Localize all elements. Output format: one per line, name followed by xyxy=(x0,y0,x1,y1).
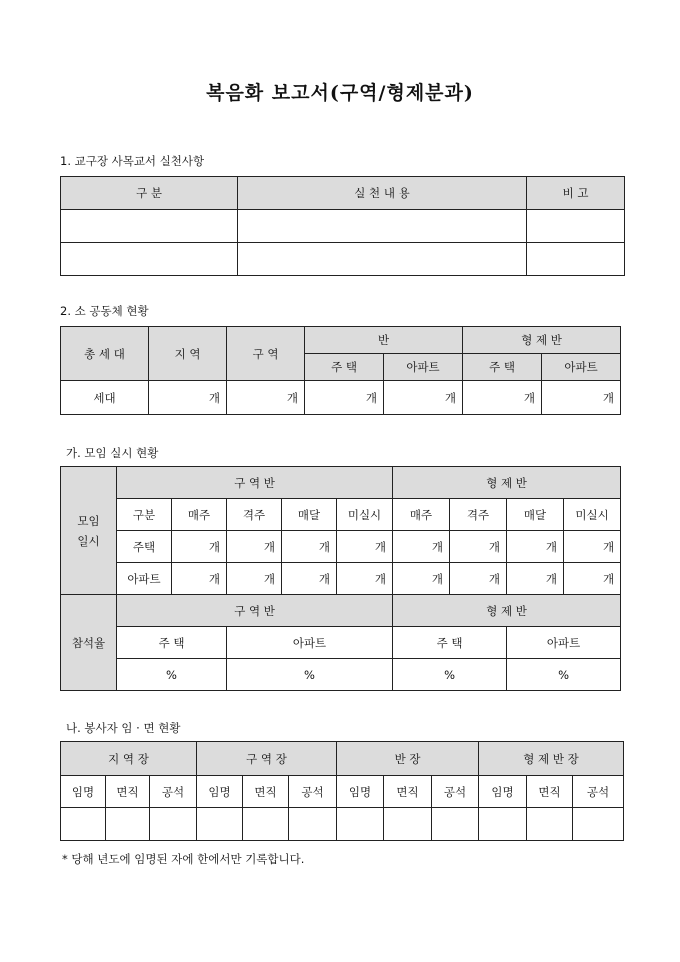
brother-house-count: 개 xyxy=(463,381,542,415)
value-cell[interactable] xyxy=(479,808,527,841)
count-cell: 개 xyxy=(172,563,227,595)
col-appointed: 임명 xyxy=(61,776,106,808)
count-cell: 개 xyxy=(450,531,507,563)
community-table xyxy=(60,326,621,415)
row-house: 주택 xyxy=(117,531,172,563)
remarks-cell[interactable] xyxy=(527,243,625,276)
value-cell[interactable] xyxy=(106,808,150,841)
count-cell: 개 xyxy=(564,531,621,563)
header-district-leader: 구 역 장 xyxy=(197,742,337,776)
col-monthly: 매달 xyxy=(507,499,564,531)
practice-table xyxy=(60,176,625,276)
col-biweekly: 격주 xyxy=(227,499,282,531)
header-content: 실 천 내 용 xyxy=(238,177,527,210)
count-cell: 개 xyxy=(227,531,282,563)
value-cell[interactable] xyxy=(337,808,384,841)
col-not-held: 미실시 xyxy=(564,499,621,531)
value-cell[interactable] xyxy=(243,808,289,841)
header-brother-ban: 형 제 반 xyxy=(463,327,621,354)
section1-heading: 1. 교구장 사목교서 실천사항 xyxy=(60,154,205,168)
meeting-label: 모임 일시 xyxy=(61,467,117,595)
value-cell[interactable] xyxy=(384,808,432,841)
page-title: 복음화 보고서(구역/형제분과) xyxy=(206,82,474,104)
value-cell[interactable] xyxy=(61,808,106,841)
col-vacant: 공석 xyxy=(150,776,197,808)
header-brother-ban-leader: 형 제 반 장 xyxy=(479,742,624,776)
count-cell: 개 xyxy=(337,531,393,563)
count-cell: 개 xyxy=(337,563,393,595)
content-cell[interactable] xyxy=(238,243,527,276)
section3-heading: 가. 모임 실시 현황 xyxy=(66,446,159,460)
header-region-leader: 지 역 장 xyxy=(61,742,197,776)
header-ban: 반 xyxy=(305,327,463,354)
col-biweekly: 격주 xyxy=(450,499,507,531)
percent-cell: % xyxy=(117,659,227,691)
count-cell: 개 xyxy=(564,563,621,595)
col-monthly: 매달 xyxy=(282,499,337,531)
header-region: 지 역 xyxy=(149,327,227,381)
volunteer-table xyxy=(60,741,624,841)
col-dismissed: 면직 xyxy=(384,776,432,808)
header-district-ban: 구 역 반 xyxy=(117,467,393,499)
header-households: 총 세 대 xyxy=(61,327,149,381)
header-district: 구 역 xyxy=(227,327,305,381)
count-cell: 개 xyxy=(282,531,337,563)
category-cell[interactable] xyxy=(61,243,238,276)
count-cell: 개 xyxy=(507,563,564,595)
col-appointed: 임명 xyxy=(479,776,527,808)
col-vacant: 공석 xyxy=(289,776,337,808)
ban-apt-count: 개 xyxy=(384,381,463,415)
attendance-apt: 아파트 xyxy=(227,627,393,659)
category-cell[interactable] xyxy=(61,210,238,243)
footnote: * 당해 년도에 임명된 자에 한에서만 기록합니다. xyxy=(62,852,305,866)
attendance-apt: 아파트 xyxy=(507,627,621,659)
brother-apt-count: 개 xyxy=(542,381,621,415)
header-ban-leader: 반 장 xyxy=(337,742,479,776)
value-cell[interactable] xyxy=(289,808,337,841)
header-remarks: 비 고 xyxy=(527,177,625,210)
col-vacant: 공석 xyxy=(432,776,479,808)
ban-house-count: 개 xyxy=(305,381,384,415)
value-cell[interactable] xyxy=(432,808,479,841)
percent-cell: % xyxy=(393,659,507,691)
percent-cell: % xyxy=(507,659,621,691)
section4-heading: 나. 봉사자 임 · 면 현황 xyxy=(66,721,181,735)
count-cell: 개 xyxy=(282,563,337,595)
count-cell: 개 xyxy=(393,563,450,595)
header-district-ban: 구 역 반 xyxy=(117,595,393,627)
col-weekly: 매주 xyxy=(393,499,450,531)
header-category: 구 분 xyxy=(61,177,238,210)
remarks-cell[interactable] xyxy=(527,210,625,243)
value-cell[interactable] xyxy=(197,808,243,841)
col-category: 구분 xyxy=(117,499,172,531)
col-appointed: 임명 xyxy=(337,776,384,808)
value-cell[interactable] xyxy=(527,808,573,841)
district-count: 개 xyxy=(227,381,305,415)
count-cell: 개 xyxy=(393,531,450,563)
count-cell: 개 xyxy=(227,563,282,595)
households-cell: 세대 xyxy=(61,381,149,415)
value-cell[interactable] xyxy=(573,808,624,841)
count-cell: 개 xyxy=(450,563,507,595)
value-cell[interactable] xyxy=(150,808,197,841)
col-dismissed: 면직 xyxy=(106,776,150,808)
count-cell: 개 xyxy=(507,531,564,563)
col-dismissed: 면직 xyxy=(243,776,289,808)
col-not-held: 미실시 xyxy=(337,499,393,531)
row-apt: 아파트 xyxy=(117,563,172,595)
header-brother-ban: 형 제 반 xyxy=(393,595,621,627)
attendance-house: 주 택 xyxy=(117,627,227,659)
attendance-house: 주 택 xyxy=(393,627,507,659)
region-count: 개 xyxy=(149,381,227,415)
content-cell[interactable] xyxy=(238,210,527,243)
count-cell: 개 xyxy=(172,531,227,563)
header-house: 주 택 xyxy=(305,354,384,381)
col-vacant: 공석 xyxy=(573,776,624,808)
header-house: 주 택 xyxy=(463,354,542,381)
percent-cell: % xyxy=(227,659,393,691)
col-weekly: 매주 xyxy=(172,499,227,531)
meeting-table xyxy=(60,466,621,691)
attendance-label: 참석율 xyxy=(61,595,117,691)
header-apt: 아파트 xyxy=(384,354,463,381)
col-dismissed: 면직 xyxy=(527,776,573,808)
col-appointed: 임명 xyxy=(197,776,243,808)
header-brother-ban: 형 제 반 xyxy=(393,467,621,499)
section2-heading: 2. 소 공동체 현황 xyxy=(60,304,149,318)
header-apt: 아파트 xyxy=(542,354,621,381)
